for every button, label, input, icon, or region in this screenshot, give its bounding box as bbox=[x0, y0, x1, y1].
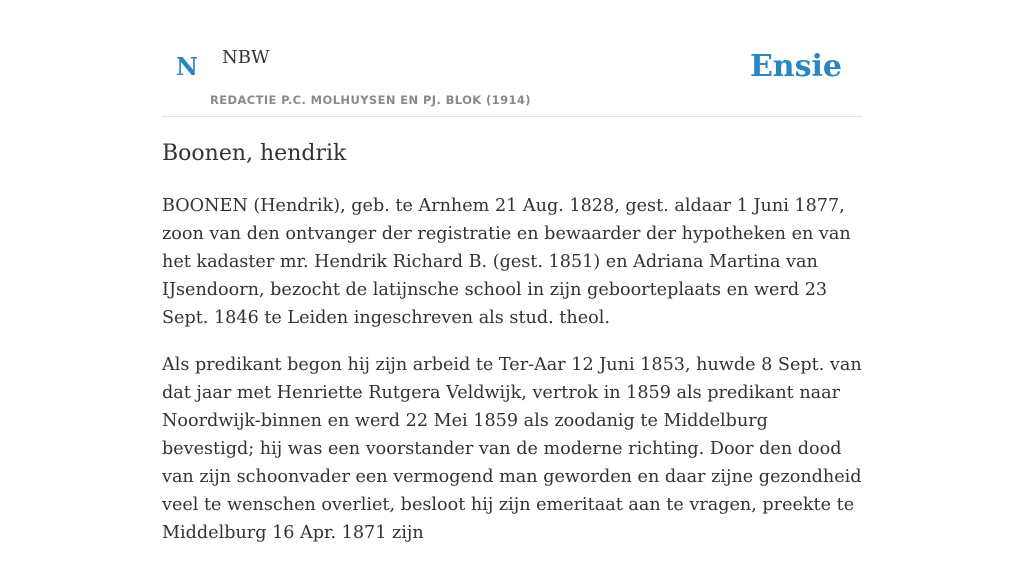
article-paragraph-1: BOONEN (Hendrik), geb. te Arnhem 21 Aug. 1828, gest. aldaar 1 Juni 1877, zoon van den ontvanger der registratie en bewaarder der hypotheken en van het kadaster mr. Hendrik Richard B. (gest. 1851) en Adriana Martina van IJsendoorn, bezocht de latijnsche school in zijn geboorteplaats en werd 23 Sept. 1846 te Leiden ingeschreven als stud. theol. bbox=[162, 196, 851, 328]
source-name-link[interactable]: NBW bbox=[222, 47, 270, 68]
article-paragraph-2: Als predikant begon hij zijn arbeid te Ter-Aar 12 Juni 1853, huwde 8 Sept. van dat jaar met Henriette Rutgera Veldwijk, vertrok in 1859 als predikant naar Noordwijk-binnen en werd 22 Mei 1859 als zoodanig te Middelburg bevestigd; hij was een voorstander van de moderne richting. Door den dood van zijn schoonvader een vermogend man geworden en daar zijne gezondheid veel te wenschen overliet, besloot hij zijn emeritaat aan te vragen, preekte te Middelburg 16 Apr. 1871 zijn bbox=[162, 355, 862, 543]
article-body bbox=[162, 192, 862, 566]
ensie-logo-link[interactable]: Ensie bbox=[749, 49, 842, 84]
article-title: Boonen, hendrik bbox=[162, 141, 347, 166]
source-header bbox=[162, 0, 862, 117]
source-logo[interactable]: N bbox=[176, 52, 198, 81]
source-editors: REDACTIE P.C. MOLHUYSEN EN PJ. BLOK (1914) bbox=[210, 93, 531, 107]
